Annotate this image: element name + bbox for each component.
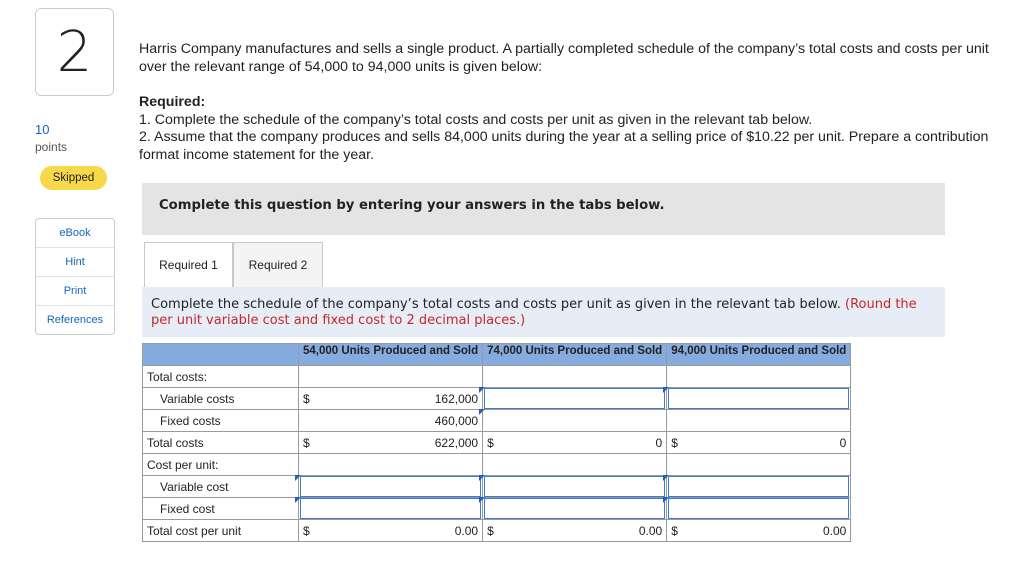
skipped-badge: Skipped: [40, 166, 107, 190]
table-row: [143, 476, 851, 498]
currency-sign: $: [303, 523, 310, 538]
table-row: [143, 432, 851, 454]
points-value: 10: [35, 122, 50, 137]
total-cost-per-unit-74000: 0.00: [638, 523, 663, 538]
question-text: Harris Company manufactures and sells a single product. A partially completed schedule of the company’s total costs and costs per unit over the relevant range of 54,000 to 94,000 units is given below:: [139, 41, 989, 75]
total-cost-per-unit-54000: 0.00: [454, 523, 479, 538]
tab-required-1[interactable]: Required 1: [144, 242, 233, 287]
currency-sign: $: [671, 435, 678, 450]
total-costs-94000: 0: [839, 435, 847, 450]
print-link[interactable]: Print: [36, 276, 114, 305]
question-number: 2: [35, 8, 114, 96]
total-costs-54000: 622,000: [434, 435, 479, 450]
banner-text: Complete this question by entering your answers in the tabs below.: [159, 198, 665, 213]
table-row: [143, 366, 851, 388]
row-label-fixed-costs: Fixed costs: [143, 410, 299, 432]
currency-sign: $: [303, 391, 310, 406]
tab-required-2[interactable]: Required 2: [233, 242, 323, 287]
variable-costs-74000-input[interactable]: [483, 388, 667, 410]
row-label-fixed-cost: Fixed cost: [143, 498, 299, 520]
requirements: [139, 94, 1009, 164]
fixed-cost-94000-input[interactable]: [667, 498, 851, 520]
row-label-total-cost-per-unit: Total cost per unit: [143, 520, 299, 542]
fixed-costs-74000-input[interactable]: [483, 410, 667, 432]
header-74000: 74,000 Units Produced and Sold: [483, 344, 667, 366]
header-corner: [143, 344, 299, 366]
currency-sign: $: [671, 523, 678, 538]
references-link[interactable]: References: [36, 305, 114, 334]
total-cost-per-unit-94000: 0.00: [822, 523, 847, 538]
table-row: [143, 520, 851, 542]
instruction-text: Complete the schedule of the company’s total costs and costs per unit as given in the relevant tab below.: [151, 297, 841, 312]
ebook-link[interactable]: eBook: [59, 227, 91, 239]
requirement-2: 2. Assume that the company produces and sells 84,000 units during the year at a selling price of $10.22 per unit. Prepare a contribution format income statement for the year.: [139, 129, 989, 163]
required-heading: Required:: [139, 94, 206, 110]
hint-link[interactable]: Hint: [36, 247, 114, 276]
points-label: points: [35, 140, 68, 154]
row-label-total-costs-heading: Total costs:: [143, 366, 299, 388]
total-costs-74000: 0: [655, 435, 663, 450]
header-94000: 94,000 Units Produced and Sold: [667, 344, 851, 366]
table-header-row: [143, 344, 851, 366]
fixed-cost-54000-input[interactable]: [299, 498, 483, 520]
currency-sign: $: [487, 435, 494, 450]
currency-sign: $: [487, 523, 494, 538]
fixed-cost-74000-input[interactable]: [483, 498, 667, 520]
instruction-box: [142, 287, 945, 337]
header-54000: 54,000 Units Produced and Sold: [299, 344, 483, 366]
row-label-total-costs: Total costs: [143, 432, 299, 454]
row-label-variable-cost: Variable cost: [143, 476, 299, 498]
variable-costs-54000: 162,000: [434, 391, 479, 406]
variable-cost-94000-input[interactable]: [667, 476, 851, 498]
table-row: [143, 410, 851, 432]
variable-costs-94000-input[interactable]: [667, 388, 851, 410]
requirement-1: 1. Complete the schedule of the company’s total costs and costs per unit as given in the relevant tab below.: [139, 111, 813, 128]
currency-sign: $: [303, 435, 310, 450]
row-label-variable-costs: Variable costs: [143, 388, 299, 410]
variable-cost-74000-input[interactable]: [483, 476, 667, 498]
rounding-note: (Round the per unit variable cost and fixed cost to 2 decimal places.): [151, 297, 917, 328]
variable-cost-54000-input[interactable]: [299, 476, 483, 498]
tools-panel: [35, 218, 115, 335]
instructions-banner: [142, 183, 945, 235]
cost-schedule-table: [142, 343, 851, 542]
table-row: [143, 388, 851, 410]
table-row: [143, 498, 851, 520]
fixed-costs-54000: 460,000: [299, 410, 483, 432]
table-row: [143, 454, 851, 476]
row-label-cost-per-unit-heading: Cost per unit:: [143, 454, 299, 476]
